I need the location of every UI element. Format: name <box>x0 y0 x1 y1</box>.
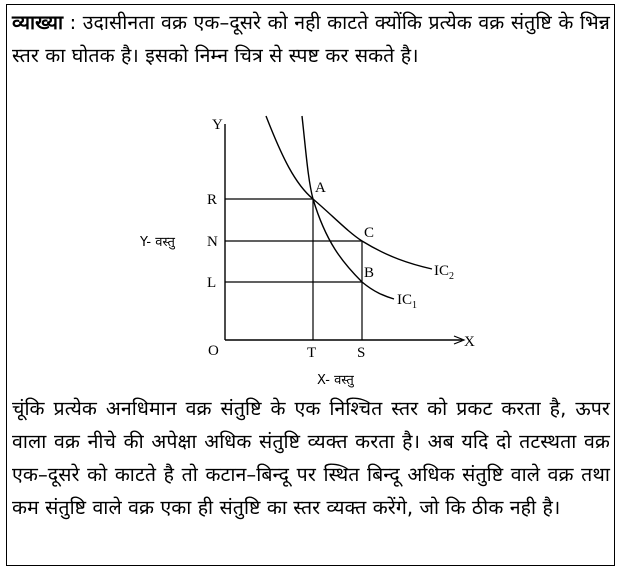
point-A: A <box>315 180 326 196</box>
y-commodity-label: Y- वस्तु <box>140 235 175 250</box>
x-commodity-label: X- वस्तु <box>317 373 354 388</box>
y-tick-R: R <box>207 192 218 208</box>
origin-label: O <box>208 343 219 359</box>
explanation-heading: व्याख्या <box>12 11 64 34</box>
conclusion-paragraph: चूंकि प्रत्येक अनधिमान वक्र संतुष्टि के एक निश्चित स्तर को प्रकट करता है, ऊपर वाला वक्र नीचे की अपेक्षा अधिक संतुष्टि व्यक्त करता है। अब यदि दो तटस्थता वक्र एक–दूसरे को काटते है तो कटान–बिन्दू पर स्थित बिन्दू अधिक संतुष्टि वाले वक्र तथा कम संतुष्टि वाले वक्र एका ही संतुष्टि का स्तर व्यक्त करेंगे, जो कि ठीक नही है। <box>12 397 610 519</box>
ic1-label: $IC_1$ <box>397 292 417 311</box>
y-tick-L: L <box>207 275 217 291</box>
y-axis-label: Y <box>212 117 223 133</box>
heading-separator: : <box>63 11 83 34</box>
point-C: C <box>364 225 375 241</box>
y-tick-N: N <box>207 234 218 250</box>
explanation-text: उदासीनता वक्र एक–दूसरे को नही काटते क्योंकि प्रत्येक वक्र संतुष्टि के भिन्न स्तर का घोतक है। इसको निम्न चित्र से स्पष्ट कर सकते है। <box>12 11 610 67</box>
explanation-paragraph <box>12 6 610 72</box>
x-axis-label: X <box>464 334 475 350</box>
x-tick-T: T <box>307 345 317 361</box>
indifference-curve-figure <box>130 112 500 392</box>
ic2-label: $IC_2$ <box>434 263 454 282</box>
point-B: B <box>364 265 375 281</box>
ic1-curve <box>302 116 394 299</box>
ic2-curve <box>266 116 432 269</box>
x-tick-S: S <box>357 345 366 361</box>
